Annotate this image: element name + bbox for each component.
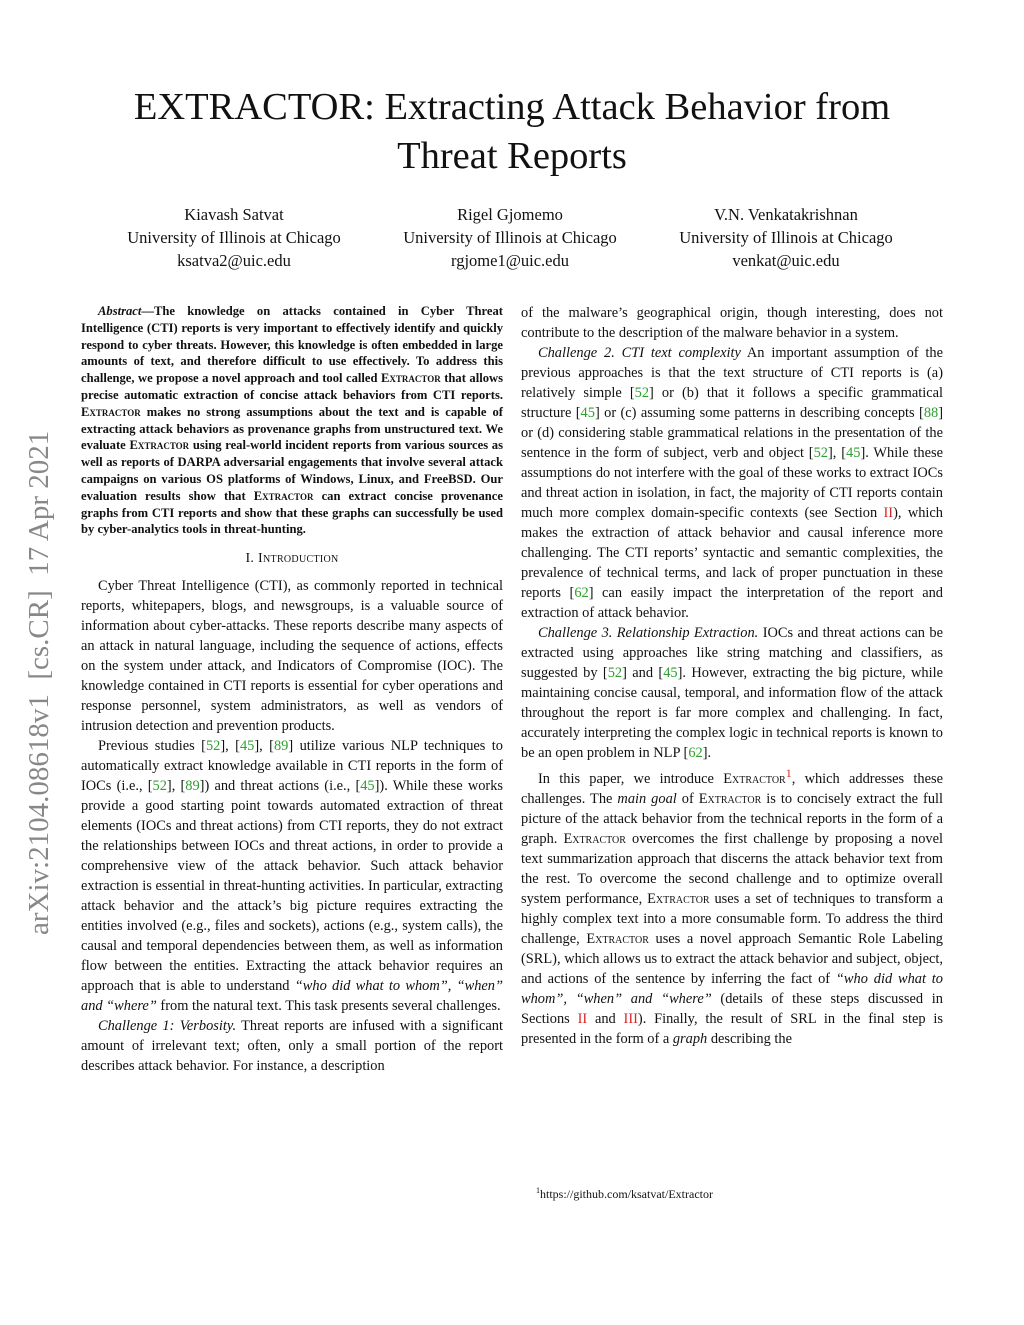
intro-paragraph: Challenge 3. Relationship Extraction. IOCs and threat actions can be extracted using approaches like string matching and classifiers, as suggested by [52] and [45]. However, extracting the big picture, while maintaining concise causal, temporal, and information flow of the attack throughout the report is far more complex and challenging. In fact, accurately interpreting the complex logic in technical reports is known to be an open problem in NLP [62]. xyxy=(521,625,943,761)
right-column xyxy=(521,303,943,1049)
challenge-label: Challenge 1: Verbosity. xyxy=(98,1018,237,1035)
challenge-label: Challenge 2. CTI text complexity xyxy=(538,345,741,361)
author-name: Rigel Gjomemo xyxy=(457,205,563,224)
citation-link[interactable]: 89 xyxy=(185,778,200,795)
citation-link[interactable]: 88 xyxy=(923,405,939,421)
citation-link[interactable]: 45 xyxy=(239,738,255,755)
intro-paragraph: Challenge 1: Verbosity. Threat reports are infused with a significant amount of irrelevant text; often, only a small portion of the report describes attack behavior. For instance, a description xyxy=(81,1018,503,1075)
tool-name: Extractor xyxy=(81,404,141,419)
citation-link[interactable]: 62 xyxy=(574,585,589,601)
citation-link[interactable]: 52 xyxy=(634,385,650,401)
citation-link[interactable]: 45 xyxy=(846,445,861,461)
citation-link[interactable]: 52 xyxy=(205,738,221,755)
tool-name: Extractor xyxy=(380,371,441,386)
abstract-label: Abstract xyxy=(98,304,142,318)
citation-link[interactable]: 52 xyxy=(152,778,167,795)
author-email: ksatva2@uic.edu xyxy=(177,251,291,270)
tool-name: Extractor xyxy=(586,930,649,947)
citation-link[interactable]: 52 xyxy=(607,665,623,681)
section-ref-link[interactable]: III xyxy=(623,1010,638,1027)
author-affiliation: University of Illinois at Chicago xyxy=(127,228,341,247)
footnote-marker[interactable]: 1 xyxy=(785,766,792,780)
citation-link[interactable]: 45 xyxy=(580,405,595,421)
author-block xyxy=(96,203,372,272)
tool-name: Extractor xyxy=(723,770,786,787)
footnote-number: 1 xyxy=(536,1186,540,1195)
citation-link[interactable]: 62 xyxy=(688,745,703,761)
section-ref-link[interactable]: II xyxy=(883,505,894,521)
arxiv-identifier xyxy=(18,350,58,950)
author-name: V.N. Venkatakrishnan xyxy=(714,205,858,224)
intro-paragraph: Challenge 2. CTI text complexity An important assumption of the previous approaches is that the text structure of CTI reports is (a) relatively simple [52] or (b) that it follows a specific grammatical structure [45] or (c) assuming some patterns in describing concepts [88] or (d) considering stable grammatical relations in the presentation of the sentence in the form of subject, verb and object [52], [45]. While these assumptions do not interfere with the goal of these works to extract IOCs and threat action in isolation, in fact, the majority of CTI reports contain much more complex domain-specific contexts (see Section II), which makes the extraction of attack behavior and causal inference more challenging. The CTI reports’ syntactic and semantic complexities, the prevalence of technical terms, and lack of proper punctuation in these reports [62] can easily impact the interpretation of the report and extraction of attack behavior. xyxy=(521,345,944,621)
author-affiliation: University of Illinois at Chicago xyxy=(403,228,617,247)
citation-link[interactable]: 52 xyxy=(813,445,828,461)
citation-link[interactable]: 45 xyxy=(663,665,678,681)
footnote xyxy=(536,1186,713,1202)
tool-name: Extractor xyxy=(129,438,190,453)
footnote-url[interactable]: https://github.com/ksatvat/Extractor xyxy=(540,1187,713,1201)
section-heading: I. Introduction xyxy=(245,551,339,567)
author-email: rgjome1@uic.edu xyxy=(451,251,569,270)
challenge-label: Challenge 3. Relationship Extraction. xyxy=(538,625,759,641)
tool-name: Extractor xyxy=(253,488,314,503)
intro-paragraph: Previous studies [52], [45], [89] utilize various NLP techniques to automatically extract knowledge available in CTI reports in the form of IOCs (i.e., [52], [89]) and threat actions (i.e., [45]). While these works provide a good starting point towards automated extraction of threat elements (IOCs and threat actions) from CTI reports, they do not extract the relationships between IOCs and threat actions, in order to provide a comprehensive view of the attack behavior. Such attack behavior extraction is essential in threat-hunting activities. In particular, extracting attack behavior and the attack’s big picture requires extracting the entities involved (e.g., files and sockets), actions (e.g., system calls), the causal and temporal dependencies between them, as well as information flow between the entities. Extracting the attack behavior requires an approach that is able to understand “who did what to whom”, “when” and “where” from the natural text. This task presents several challenges. xyxy=(81,738,504,1015)
intro-paragraph: Cyber Threat Intelligence (CTI), as commonly reported in technical reports, whitepapers, blogs, and newsgroups, is a valuable source of information about cyber-attacks. These reports describe many aspects of an attack in natural language, including the sequence of actions, effects on the system under attack, and Indicators of Compromise (IOC). The knowledge contained in CTI reports is essential for cyber operations and response personnel, system administrators, as well as vendors of intrusion detection and prevention products. xyxy=(81,578,503,735)
intro-paragraph: of the malware’s geographical origin, though interesting, does not contribute to the description of the malware behavior in a system. xyxy=(521,305,943,341)
author-block xyxy=(372,203,648,272)
citation-link[interactable]: 45 xyxy=(360,778,375,795)
citation-link[interactable]: 89 xyxy=(273,738,289,755)
left-column xyxy=(81,303,503,1076)
author-name: Kiavash Satvat xyxy=(184,205,284,224)
author-block xyxy=(648,203,924,272)
arxiv-id-text: arXiv:2104.08618v1 [cs.CR] 17 Apr 2021 xyxy=(23,430,55,935)
tool-name: Extractor xyxy=(647,890,710,907)
paper-title: EXTRACTOR: Extracting Attack Behavior from Threat Reports xyxy=(133,86,891,177)
intro-paragraph: In this paper, we introduce Extractor$^1$, which addresses these challenges. The main goal of Extractor is to concisely extract the full picture of the attack behavior from the technical reports in the form of a graph. Extractor overcomes the first challenge by proposing a novel text summarization approach that discerns the attack behavior text from the rest. To overcome the second challenge and to optimize overall system performance, Extractor uses a set of techniques to transform a highly complex text into a more consumable form. To address the third challenge, Extractor uses a novel approach Semantic Role Labeling (SRL), which allows us to extract the attack behavior and subject, object, and actions of the sentence by inferring the fact of “who did what to whom”, “when” and “where” (details of these steps discussed in Sections II and III). Finally, the result of SRL in the final step is presented in the form of a graph describing the xyxy=(521,766,944,1047)
author-affiliation: University of Illinois at Chicago xyxy=(679,228,893,247)
author-email: venkat@uic.edu xyxy=(732,251,840,270)
tool-name: Extractor xyxy=(698,790,762,807)
tool-name: Extractor xyxy=(563,830,626,847)
abstract: Abstract—The knowledge on attacks contained in Cyber Threat Intelligence (CTI) reports is very important to effectively identify and quickly respond to cyber threats. However, this knowledge is often embedded in large amounts of text, and therefore difficult to use effectively. To address this challenge, we propose a novel approach and tool called Extractor that allows precise automatic extraction of concise attack behaviors from CTI reports. Extractor makes no strong assumptions about the text and is capable of extracting attack behaviors as provenance graphs from unstructured text. We evaluate Extractor using real-world incident reports from various sources as well as reports of DARPA adversarial engagements that involve several attack campaigns on various OS platforms of Windows, Linux, and FreeBSD. Our evaluation results show that Extractor can extract concise provenance graphs from CTI reports and show that these graphs can successfully be used by cyber-analytics tools in threat-hunting. xyxy=(81,304,503,537)
section-ref-link[interactable]: II xyxy=(577,1010,588,1027)
